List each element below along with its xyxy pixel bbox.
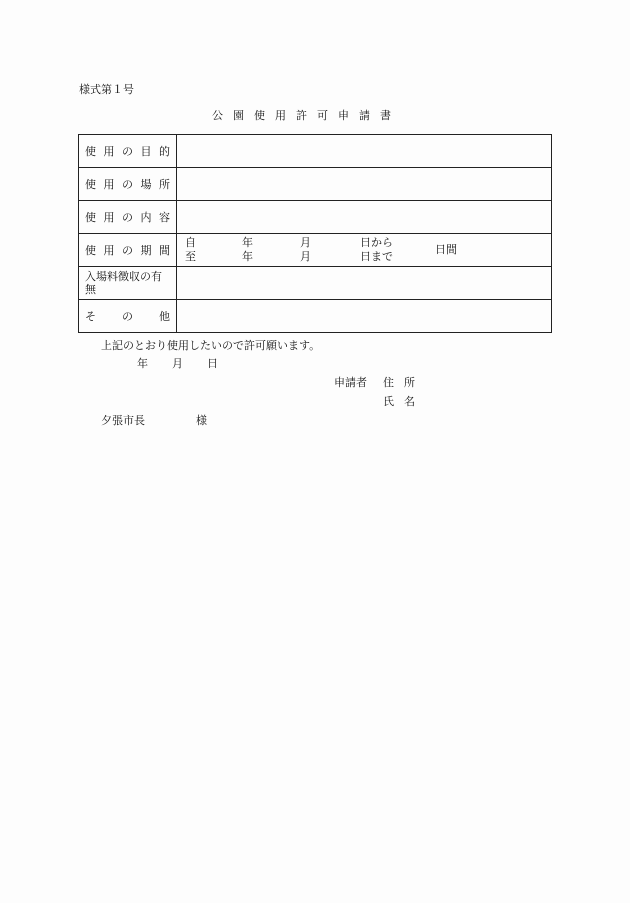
- content-field[interactable]: [177, 201, 552, 234]
- table-row: [79, 267, 552, 300]
- period-grid: [177, 234, 551, 266]
- row-label-other: そ の 他: [79, 300, 177, 333]
- application-table: [78, 134, 552, 333]
- period-from-day: 日から: [360, 236, 393, 249]
- period-from: 自: [185, 236, 196, 249]
- period-to-year: 年: [242, 250, 253, 263]
- purpose-field[interactable]: [177, 135, 552, 168]
- admission-fee-field[interactable]: [177, 267, 552, 300]
- row-label-content: 使 用 の 内 容: [79, 201, 177, 234]
- request-statement: 上記のとおり使用したいので許可願います。: [101, 339, 321, 352]
- form-number: 様式第１号: [79, 83, 134, 96]
- addressee-name: 夕張市長: [101, 414, 145, 427]
- row-label-period: 使 用 の 期 間: [79, 234, 177, 267]
- period-duration: 日間: [435, 243, 457, 256]
- other-field[interactable]: [177, 300, 552, 333]
- period-from-year: 年: [242, 236, 253, 249]
- period-to-day: 日まで: [360, 250, 393, 263]
- addressee-honorific: 様: [196, 414, 207, 427]
- period-from-month: 月: [300, 236, 311, 249]
- table-row: [79, 168, 552, 201]
- table-row: [79, 201, 552, 234]
- address-label: 住所: [383, 376, 425, 389]
- period-to: 至: [185, 250, 196, 263]
- row-label-place: 使 用 の 場 所: [79, 168, 177, 201]
- date-year-label: 年: [137, 357, 148, 370]
- table-row: [79, 135, 552, 168]
- row-label-admission-fee: 入場料徴収の有無: [79, 267, 177, 300]
- name-label: 氏名: [383, 395, 425, 408]
- row-label-purpose: 使 用 の 目 的: [79, 135, 177, 168]
- period-field[interactable]: [177, 234, 552, 267]
- place-field[interactable]: [177, 168, 552, 201]
- period-to-month: 月: [300, 250, 311, 263]
- applicant-label: 申請者: [334, 376, 367, 389]
- page-title: 公園使用許可申請書: [212, 109, 401, 122]
- date-month-label: 月: [172, 357, 183, 370]
- table-row: [79, 300, 552, 333]
- table-row: [79, 234, 552, 267]
- date-day-label: 日: [207, 357, 218, 370]
